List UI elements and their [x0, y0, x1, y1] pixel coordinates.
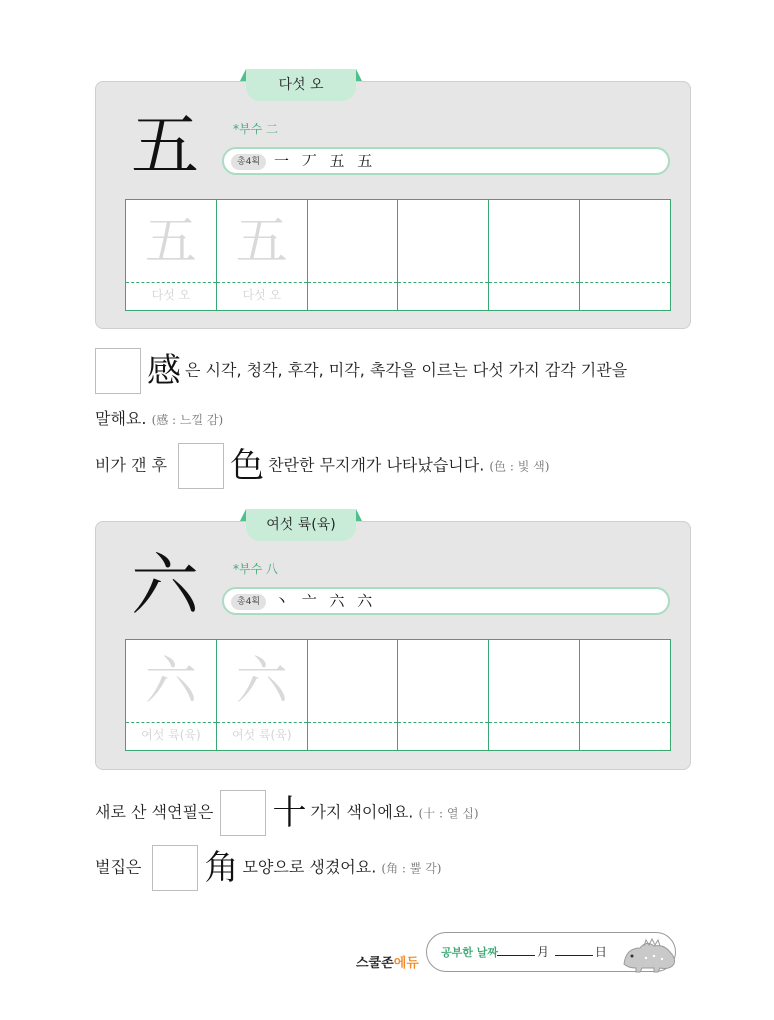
writing-grid [125, 199, 671, 311]
question-text: 비가 갠 후 [95, 455, 167, 475]
writing-grid [125, 639, 671, 751]
radical-label: *부수 二 [233, 122, 278, 136]
trace-hanja: 六 [235, 652, 288, 712]
stroke-count-badge: 총4획 [231, 594, 266, 610]
writing-cell[interactable] [398, 640, 489, 750]
hanja-card-six [95, 517, 691, 770]
stroke-order-bar [222, 147, 670, 175]
writing-cell[interactable] [489, 200, 580, 310]
question-hanja: 角 [204, 848, 239, 888]
question-text: 은 시각, 청각, 후각, 미각, 촉각을 이르는 다섯 가지 감각 기관을 [185, 360, 628, 380]
stroke-count-badge: 총4획 [231, 154, 266, 170]
question-text: 가지 색이에요. [310, 802, 414, 822]
writing-cell[interactable] [398, 200, 489, 310]
question-sentence-1 [95, 348, 627, 394]
question-hanja: 十 [272, 793, 307, 833]
question-text: 새로 산 색연필은 [95, 802, 214, 822]
stroke-sequence: 丶 亠 六 六 [274, 592, 377, 610]
question-sentence-4 [95, 845, 441, 891]
trace-label: 여섯 륙(육) [141, 728, 201, 742]
date-fields [495, 943, 607, 960]
question-text: 찬란한 무지개가 나타났습니다. [268, 455, 485, 475]
logo-main-text: 스쿨존 [356, 956, 394, 971]
hint-text: (感 : 느낄 감) [151, 413, 224, 427]
question-sentence-3 [95, 790, 479, 836]
writing-cell[interactable] [308, 200, 399, 310]
stroke-order-bar [222, 587, 670, 615]
hint-text: (色 : 빛 색) [489, 459, 550, 474]
question-text: 모양으로 생겼어요. [242, 857, 377, 877]
hanja-card-five [95, 77, 691, 329]
trace-hanja: 六 [144, 652, 197, 712]
writing-cell[interactable] [580, 200, 670, 310]
answer-box[interactable] [220, 790, 266, 836]
answer-box[interactable] [178, 443, 224, 489]
trace-hanja: 五 [144, 212, 197, 272]
question-text: 벌집은 [95, 857, 142, 877]
trace-label: 다섯 오 [242, 288, 282, 302]
answer-box[interactable] [95, 348, 141, 394]
day-label: 日 [594, 945, 607, 959]
stroke-sequence: 一 丆 五 五 [274, 152, 377, 170]
main-hanja: 五 [131, 107, 200, 186]
writing-cell[interactable] [308, 640, 399, 750]
writing-cell[interactable] [489, 640, 580, 750]
study-date-label: 공부한 날짜 [441, 946, 498, 959]
question-hanja: 感 [147, 351, 181, 391]
card-tab-label: 다섯 오 [246, 69, 356, 101]
writing-cell[interactable] [580, 640, 670, 750]
day-blank[interactable] [555, 943, 593, 956]
dinosaur-mascot-icon [620, 934, 678, 974]
trace-label: 여섯 륙(육) [231, 728, 292, 742]
logo-edu-text: 에듀 [393, 956, 419, 971]
main-hanja: 六 [131, 547, 200, 626]
question-sentence-1-cont [95, 406, 223, 429]
trace-cell[interactable] [126, 640, 217, 750]
trace-cell[interactable] [217, 200, 308, 310]
hint-text: (角 : 뿔 각) [381, 861, 442, 876]
hint-text: (十 : 열 십) [418, 806, 479, 821]
trace-cell[interactable] [126, 200, 217, 310]
question-text: 말해요. [95, 409, 147, 428]
card-tab-label: 여섯 륙(육) [246, 509, 356, 541]
answer-box[interactable] [152, 845, 198, 891]
month-label: 月 [537, 945, 550, 959]
brand-logo [356, 952, 419, 971]
month-blank[interactable] [497, 943, 535, 956]
question-sentence-2 [95, 443, 549, 489]
question-hanja: 色 [230, 446, 265, 486]
radical-label: *부수 八 [233, 562, 278, 576]
trace-hanja: 五 [235, 212, 288, 272]
trace-label: 다섯 오 [151, 288, 191, 302]
trace-cell[interactable] [217, 640, 308, 750]
